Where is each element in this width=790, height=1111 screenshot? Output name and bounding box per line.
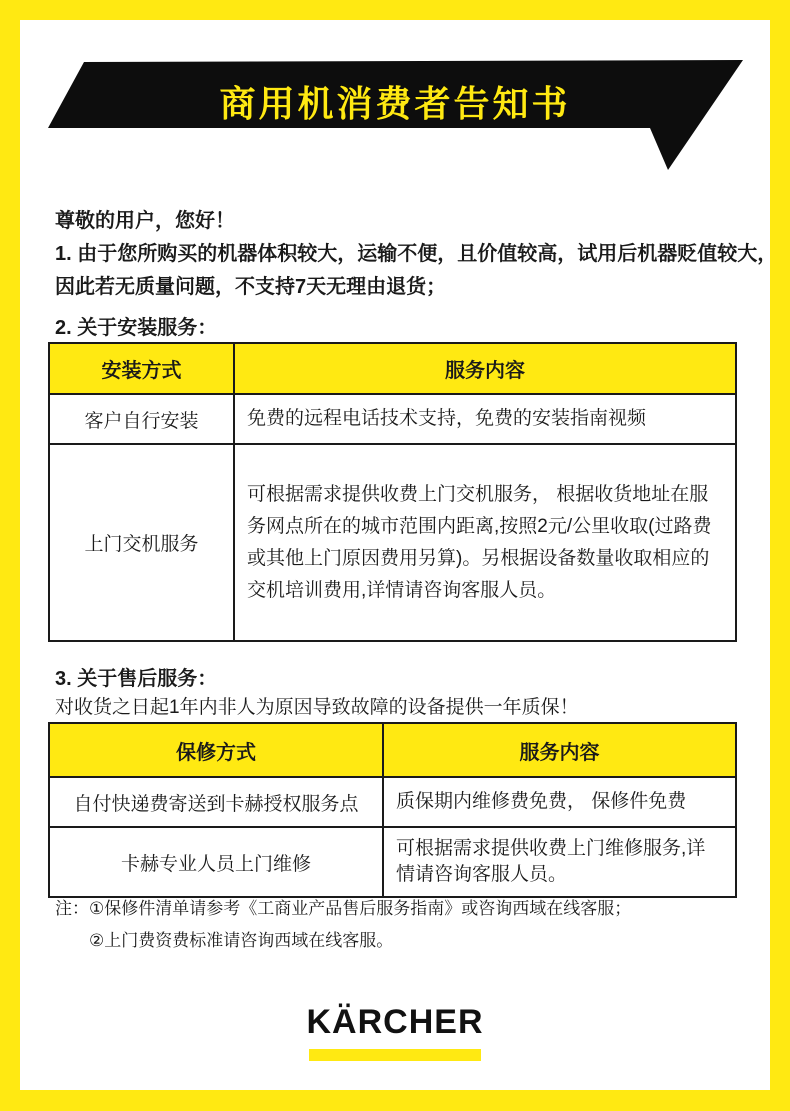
footnote-item-2: ②上门费资费标准请咨询西域在线客服。	[89, 931, 394, 950]
aftersales-service-table	[48, 722, 737, 898]
install-table-header-content: 服务内容	[234, 343, 736, 394]
install-section-heading: 2. 关于安装服务：	[55, 317, 218, 339]
aftersales-row1-content: 质保期内维修费免费， 保修件免费	[383, 777, 736, 827]
install-table-header-method: 安装方式	[49, 343, 234, 394]
footnote-item-1: ①保修件清单请参考《工商业产品售后服务指南》或咨询西域在线客服；	[89, 899, 632, 918]
table-row	[49, 827, 736, 897]
table-row	[49, 777, 736, 827]
aftersales-row2-content: 可根据需求提供收费上门维修服务,详情请咨询客服人员。	[383, 827, 736, 897]
karcher-wordmark: KÄRCHER	[306, 1002, 484, 1042]
table-row	[49, 394, 736, 444]
install-service-table	[48, 342, 737, 642]
brand-logo	[0, 1003, 790, 1061]
intro-greeting: 尊敬的用户，您好！	[55, 210, 235, 232]
aftersales-table-header-row	[49, 723, 736, 777]
aftersales-subtitle: 对收货之日起1年内非人为原因导致故障的设备提供一年质保！	[55, 697, 579, 718]
aftersales-row1-method: 自付快递费寄送到卡赫授权服务点	[49, 777, 383, 827]
install-row1-method: 客户自行安装	[49, 394, 234, 444]
install-table-header-row	[49, 343, 736, 394]
aftersales-table-header-content: 服务内容	[383, 723, 736, 777]
install-row1-content: 免费的远程电话技术支持，免费的安装指南视频	[234, 394, 736, 444]
footnotes	[55, 893, 755, 957]
intro-line-1: 1. 由于您所购买的机器体积较大，运输不便，且价值较高，试用后机器贬值较大，	[55, 243, 778, 265]
install-row2-content: 可根据需求提供收费上门交机服务， 根据收货地址在服务网点所在的城市范围内距离,按照2元/公里收取(过路费或其他上门原因费用另算)。另根据设备数量收取相应的交机培训费用,详情请咨询客服人员。	[234, 444, 736, 641]
aftersales-section-heading: 3. 关于售后服务：	[55, 668, 218, 690]
intro-paragraph	[55, 205, 778, 304]
footnote-lines	[89, 893, 631, 957]
aftersales-row2-method: 卡赫专业人员上门维修	[49, 827, 383, 897]
table-row	[49, 444, 736, 641]
karcher-yellow-bar	[309, 1049, 481, 1061]
footnote-label: 注：	[55, 899, 89, 918]
page-title: 商用机消费者告知书	[219, 83, 571, 124]
install-row2-method: 上门交机服务	[49, 444, 234, 641]
intro-line-2: 因此若无质量问题，不支持7天无理由退货；	[55, 276, 447, 298]
aftersales-table-header-method: 保修方式	[49, 723, 383, 777]
